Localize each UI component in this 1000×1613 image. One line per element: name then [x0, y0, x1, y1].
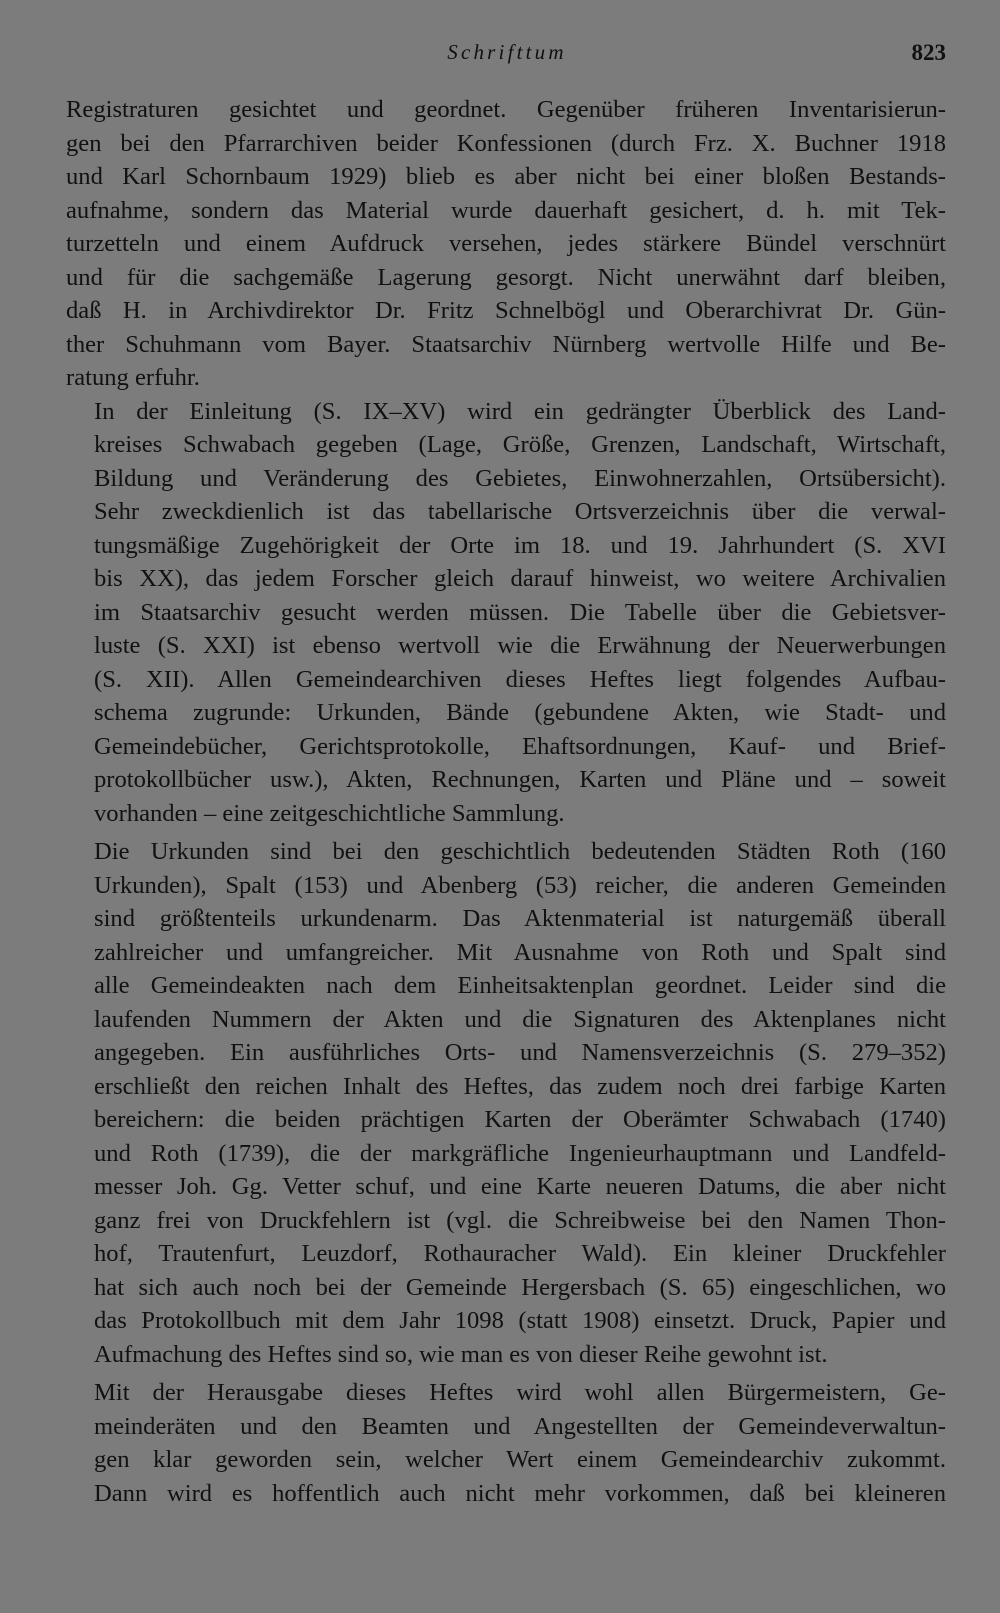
text-line: laufenden Nummern der Akten und die Signaturen des Aktenplanes nicht — [94, 1005, 946, 1033]
text-line: angegeben. Ein ausführliches Orts- und Namensverzeichnis (S. 279–352) — [94, 1039, 946, 1066]
text-line: (S. XII). Allen Gemeindearchiven dieses Heftes liegt folgendes Aufbau- — [94, 665, 946, 693]
paragraph-4 — [66, 1376, 946, 1510]
text-line: meinderäten und den Beamten und Angestellten der Gemeindeverwaltun- — [94, 1412, 946, 1440]
running-title: Schrifttum — [447, 40, 567, 64]
text-line: ganz frei von Druckfehlern ist (vgl. die Schreibweise bei den Namen Thon- — [94, 1206, 946, 1234]
text-line: In der Einleitung (S. IX–XV) wird ein gedrängter Überblick des Land- — [94, 397, 946, 425]
text-line: hat sich auch noch bei der Gemeinde Hergersbach (S. 65) eingeschlichen, wo — [94, 1273, 946, 1301]
text-line: Die Urkunden sind bei den geschichtlich bedeutenden Städten Roth (160 — [94, 838, 946, 865]
text-line: alle Gemeindeakten nach dem Einheitsaktenplan geordnet. Leider sind die — [94, 972, 946, 999]
text-line: das Protokollbuch mit dem Jahr 1098 (statt 1908) einsetzt. Druck, Papier und — [94, 1307, 946, 1334]
text-line: im Staatsarchiv gesucht werden müssen. Die Tabelle über die Gebietsver- — [94, 598, 946, 626]
text-line: Mit der Herausgabe dieses Heftes wird wohl allen Bürgermeistern, Ge- — [94, 1379, 946, 1406]
running-head — [68, 40, 946, 76]
text-line: vorhanden – eine zeitgeschichtliche Sammlung. — [94, 799, 565, 827]
text-line: protokollbücher usw.), Akten, Rechnungen, Karten und Pläne und – soweit — [94, 766, 946, 793]
text-line: Aufmachung des Heftes sind so, wie man es von dieser Reihe gewohnt ist. — [94, 1340, 828, 1368]
text-line: zahlreicher und umfangreicher. Mit Ausnahme von Roth und Spalt sind — [94, 938, 946, 966]
text-line: tungsmäßige Zugehörigkeit der Orte im 18. und 19. Jahrhundert (S. XVI — [94, 531, 946, 559]
text-line: Dann wird es hoffentlich auch nicht mehr vorkommen, daß bei kleineren — [94, 1479, 946, 1507]
text-line: Registraturen gesichtet und geordnet. Gegenüber früheren Inventarisierun- — [66, 96, 946, 123]
text-line: Urkunden), Spalt (153) und Abenberg (53) reicher, die anderen Gemeinden — [94, 871, 946, 899]
text-line: messer Joh. Gg. Vetter schuf, und eine Karte neueren Datums, die aber nicht — [94, 1173, 946, 1200]
text-line: bis XX), das jedem Forscher gleich darauf hinweist, wo weitere Archivalien — [94, 565, 946, 592]
text-line: schema zugrunde: Urkunden, Bände (gebundene Akten, wie Stadt- und — [94, 699, 946, 726]
body-text — [66, 93, 946, 1510]
text-line: luste (S. XXI) ist ebenso wertvoll wie die Erwähnung der Neuerwerbungen — [94, 632, 946, 659]
page-number: 823 — [911, 40, 946, 65]
text-line: gen klar geworden sein, welcher Wert einem Gemeindearchiv zukommt. — [94, 1446, 946, 1473]
text-line: ratung erfuhr. — [66, 364, 200, 391]
text-line: aufnahme, sondern das Material wurde dauerhaft gesichert, d. h. mit Tek- — [66, 196, 946, 224]
paragraph-1 — [66, 93, 946, 395]
text-line: erschließt den reichen Inhalt des Heftes, das zudem noch drei farbige Karten — [94, 1072, 946, 1100]
text-line: Bildung und Veränderung des Gebietes, Einwohnerzahlen, Ortsübersicht). — [94, 464, 946, 492]
text-line: Sehr zweckdienlich ist das tabellarische Ortsverzeichnis über die verwal- — [94, 498, 946, 525]
text-line: sind größtenteils urkundenarm. Das Aktenmaterial ist naturgemäß überall — [94, 905, 946, 932]
text-line: hof, Trautenfurt, Leuzdorf, Rothauracher Wald). Ein kleiner Druckfehler — [94, 1240, 946, 1267]
text-line: turzetteln und einem Aufdruck versehen, jedes stärkere Bündel verschnürt — [66, 230, 946, 257]
text-line: daß H. in Archivdirektor Dr. Fritz Schnelbögl und Oberarchivrat Dr. Gün- — [66, 297, 946, 324]
text-line: bereichern: die beiden prächtigen Karten der Oberämter Schwabach (1740) — [94, 1106, 946, 1133]
text-line: und Roth (1739), die der markgräfliche Ingenieurhauptmann und Landfeld- — [94, 1139, 946, 1167]
text-line: und Karl Schornbaum 1929) blieb es aber nicht bei einer bloßen Bestands- — [66, 163, 946, 190]
text-line: ther Schuhmann vom Bayer. Staatsarchiv Nürnberg wertvolle Hilfe und Be- — [66, 330, 946, 358]
text-line: Gemeindebücher, Gerichtsprotokolle, Ehaftsordnungen, Kauf- und Brief- — [94, 732, 946, 760]
paragraph-3 — [66, 835, 946, 1371]
paragraph-2 — [66, 395, 946, 831]
text-line: kreises Schwabach gegeben (Lage, Größe, Grenzen, Landschaft, Wirtschaft, — [94, 431, 946, 458]
text-line: gen bei den Pfarrarchiven beider Konfessionen (durch Frz. X. Buchner 1918 — [66, 129, 946, 157]
text-line: und für die sachgemäße Lagerung gesorgt. Nicht unerwähnt darf bleiben, — [66, 263, 946, 291]
